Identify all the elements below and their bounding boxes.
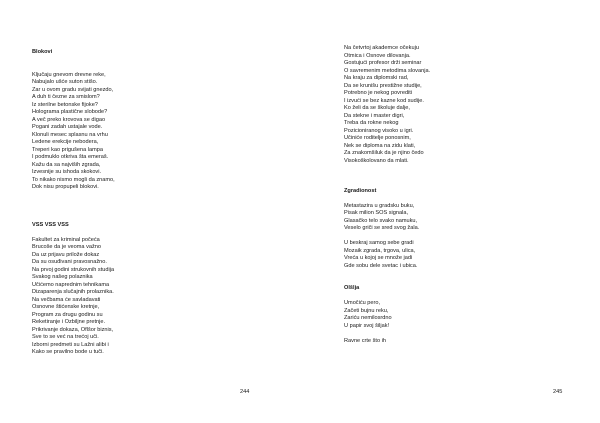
poem-line: Metastazira u gradsku buku, [344, 202, 415, 209]
poem-section [32, 49, 115, 222]
poem-line: Zar u ovom gradu svijati gnezdo, [32, 86, 114, 93]
poem-line: Osnovne štićenske kretnje, [32, 304, 100, 310]
poem-line: Vreća u kojoj se množe jadi [344, 255, 413, 261]
poem-line: O savremenim metodima slovanja. [344, 67, 431, 74]
poem-section [344, 188, 430, 286]
poem-line: Prikrivanje dokaza, Oflšor biznis, [32, 326, 114, 333]
poem-line: Izborni predmeti su Lažni alibi i [32, 341, 109, 348]
blank-line [32, 57, 115, 65]
poem-line: Nek se diploma na zidu klati, [344, 142, 416, 149]
poem-line: Pozicioniranog visoko u igri. [344, 127, 414, 134]
poem-line: Ravne crte što ih [344, 337, 386, 344]
poem-line: Izvesnije su ishoda skokovi. [32, 169, 102, 175]
poem-line: Da stekne i master digri, [344, 112, 405, 119]
poem-line: U papir svoj šiljak! [344, 322, 390, 329]
blank-line [344, 293, 430, 301]
poem-line: To nikako nismo mogli da znamo, [32, 176, 115, 183]
poem-line: Klonuli mesec splasnu na vrhu [32, 131, 108, 138]
poem-line: Da uz prijavu prilože dokaz [32, 251, 100, 258]
poem-line: Začeti bujnu reku, [344, 307, 389, 314]
blank-line [32, 199, 115, 207]
poem-line: Na kraju za diplomski rad, [344, 75, 409, 81]
poem-line: Pisak milion SOS signala, [344, 210, 409, 216]
poem-line: Dok nisu propupeli blokovi. [32, 184, 99, 190]
poem-line: Ko želi da se školuje dalje, [344, 105, 410, 111]
poem-line: U beskraj samog sebe gradi [344, 240, 414, 246]
poem-line: Ključaju gnevom drevne reke, [32, 71, 106, 78]
poem-line: Na četvrtoj akademce očekuju [344, 45, 419, 51]
blank-line [344, 173, 430, 181]
poem-line: Iz sterilne betonske fijoke? [32, 101, 98, 108]
poem-line: Umočiću pero, [344, 300, 381, 306]
poem-line: Brucoše da je veoma važno [32, 244, 102, 250]
poem-line: Kako se pravilno bode u tuči. [32, 349, 104, 355]
blank-line [32, 214, 115, 222]
poem-line: Fakultet za kriminal počeća [32, 236, 100, 243]
poem-section [344, 285, 430, 345]
poem-line: Za znakomšiluk da je njino čedo [344, 150, 424, 156]
blank-line [344, 195, 430, 203]
left-page-text-column [32, 49, 115, 357]
poem-title: Zgradionost [344, 187, 377, 194]
poem-line: I izvući se bez kazne kod sudije. [344, 97, 424, 104]
poem-line: Mozaik zgrada, trgova, ulica, [344, 247, 416, 254]
poem-line: Visokoškolovano da mlati. [344, 157, 409, 164]
poem-line: Program za drugu godinu su [32, 311, 103, 318]
poem-line: Zariću nemilosrdno [344, 315, 392, 321]
poem-line: Na večbama će savladavati [32, 296, 101, 303]
blank-line [344, 233, 430, 241]
left-page-number: 244 [240, 389, 250, 395]
blank-line [32, 192, 115, 200]
poem-line: Holograma plastične slobode? [32, 109, 108, 115]
blank-line [32, 64, 115, 72]
blank-line [32, 207, 115, 215]
blank-line [344, 278, 430, 286]
blank-line [344, 330, 430, 338]
poem-line: Treperi kao prigušena lampa [32, 146, 103, 153]
poem-line: Dizaparenja slučajnih prolaznika. [32, 289, 114, 295]
poem-line: I podmuklo otkriva šta emeraš. [32, 154, 109, 160]
poem-line: Da se krunišu prestižne studije, [344, 82, 422, 89]
poem-line: Gostujući profesor drži seminar [344, 60, 422, 66]
poem-line: Reketiranje i Ozbiljne pretnje. [32, 319, 106, 325]
blank-line [344, 165, 430, 173]
poem-line: Svakog našeg polaznika [32, 274, 93, 280]
poem-line: Glasačko telo svako namuku, [344, 217, 418, 224]
blank-line [32, 229, 115, 237]
right-page-text-column [344, 45, 430, 345]
right-page-number: 245 [553, 389, 563, 395]
poem-line: Da su osuđivani pravosnažno. [32, 259, 107, 265]
poem-line: Potrebno je nekog povrediti [344, 90, 413, 96]
poem-section [32, 222, 115, 357]
poem-title: VSS VSS VSS [32, 221, 69, 228]
poem-line: Na prvoj godini strukovnih studija [32, 266, 115, 273]
right-page [300, 0, 600, 423]
poem-line: Kažu da sa najviših zgrada, [32, 161, 101, 168]
blank-line [344, 180, 430, 188]
poem-line: Učiniće roditelje ponosnim, [344, 135, 411, 141]
poem-line: Otmica i Osnove dilovanja. [344, 52, 411, 59]
poem-line: Pogani zadah ustajale vode. [32, 124, 103, 130]
poem-title: Olšlja [344, 285, 360, 291]
poem-line: Nabujalo ušće suton stišo. [32, 79, 98, 85]
poem-line: A več preko krovova se digao [32, 116, 106, 123]
poem-section [344, 45, 430, 188]
poem-line: Veselo griči se sred svog žala. [344, 225, 420, 231]
poem-line: Gde sobu dele svetac i ubica. [344, 262, 418, 269]
poem-title: Blokovi [32, 49, 53, 55]
poem-line: Ledene erekcije nebodera, [32, 139, 99, 145]
poem-line: Sve to se već na trećoj uči. [32, 334, 99, 340]
poem-line: Učićemo naprednim tehnikama [32, 281, 110, 288]
poem-line: A duh ti čezne za smislom? [32, 94, 100, 100]
poem-line: Treba da rokne nekog [344, 120, 399, 126]
blank-line [344, 270, 430, 278]
